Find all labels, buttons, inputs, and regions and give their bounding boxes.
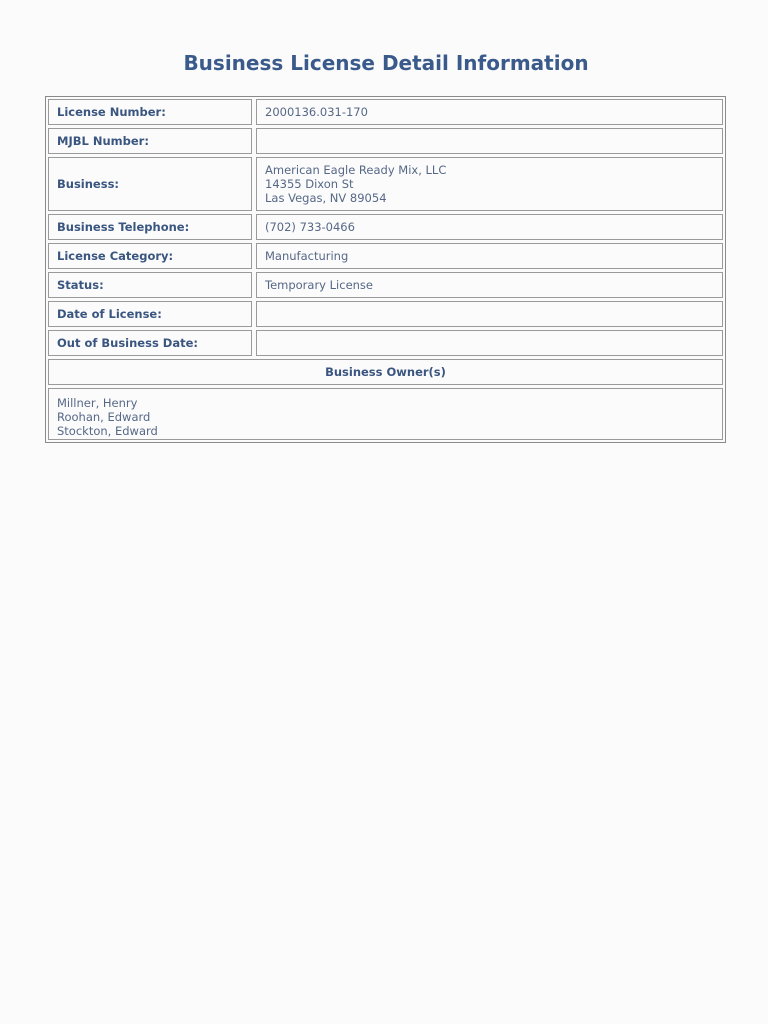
owner-name: Stockton, Edward	[57, 424, 158, 438]
mjbl-number-row	[48, 128, 723, 154]
date-of-license-value	[256, 301, 723, 327]
business-telephone-label: Business Telephone:	[48, 214, 252, 240]
status-value: Temporary License	[256, 272, 723, 298]
out-of-business-date-row	[48, 330, 723, 356]
license-number-row	[48, 99, 723, 125]
owner-name: Roohan, Edward	[57, 410, 151, 424]
business-value	[256, 157, 723, 211]
license-category-row	[48, 243, 723, 269]
business-row	[48, 157, 723, 211]
page-title: Business License Detail Information	[183, 51, 589, 75]
mjbl-number-label: MJBL Number:	[48, 128, 252, 154]
mjbl-number-value	[256, 128, 723, 154]
business-name: American Eagle Ready Mix, LLC	[265, 163, 447, 177]
business-owners-header: Business Owner(s)	[48, 359, 723, 385]
status-row	[48, 272, 723, 298]
license-category-value: Manufacturing	[256, 243, 723, 269]
business-owners-list	[48, 388, 723, 440]
status-label: Status:	[48, 272, 252, 298]
license-category-label: License Category:	[48, 243, 252, 269]
business-telephone-row	[48, 214, 723, 240]
license-number-label: License Number:	[48, 99, 252, 125]
license-number-value: 2000136.031-170	[256, 99, 723, 125]
date-of-license-label: Date of License:	[48, 301, 252, 327]
business-telephone-value: (702) 733-0466	[256, 214, 723, 240]
out-of-business-date-value	[256, 330, 723, 356]
business-label: Business:	[48, 157, 252, 211]
business-city-state-zip: Las Vegas, NV 89054	[265, 191, 387, 205]
license-detail-table	[45, 96, 726, 443]
date-of-license-row	[48, 301, 723, 327]
owner-name: Millner, Henry	[57, 396, 138, 410]
business-street: 14355 Dixon St	[265, 177, 354, 191]
out-of-business-date-label: Out of Business Date:	[48, 330, 252, 356]
